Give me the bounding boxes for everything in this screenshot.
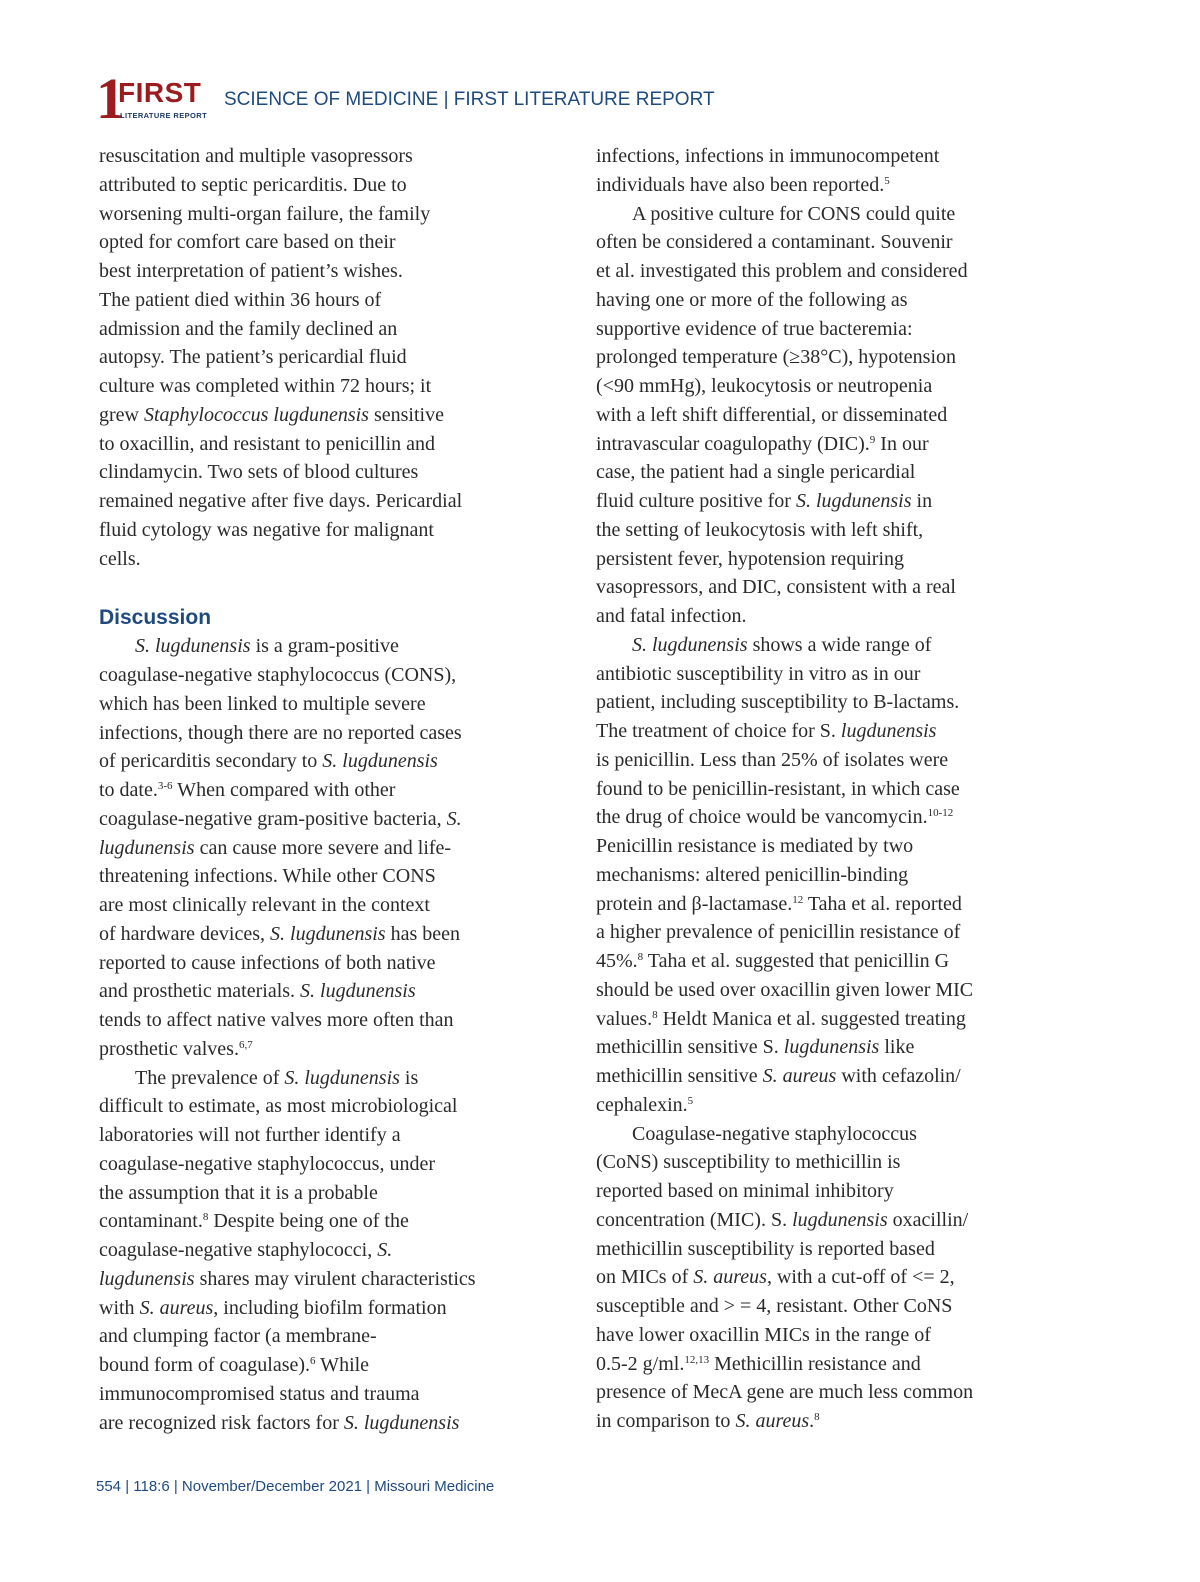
- running-header-title: SCIENCE OF MEDICINE | FIRST LITERATURE REPORT: [224, 89, 715, 110]
- left-column: [99, 142, 544, 1437]
- logo-word: FIRST: [118, 77, 202, 108]
- citation: 6: [310, 1355, 316, 1367]
- logo-subtitle: LITERATURE REPORT: [120, 111, 208, 120]
- logo-number: 1: [96, 66, 125, 131]
- case-paragraph-continued: resuscitation and multiple vasopressors attributed to septic pericarditis. Due to worsening multi-organ failure, the family opted for comfort care based on their best interpretation of patient’s wishes. The patient died within 36 hours of admission and the family declined an autopsy. The patient’s pericardial fluid culture was completed within 72 hours; it grew Staphylococcus lugdunensis sensitive to oxacillin, and resistant to penicillin and clindamycin. Two sets of blood cultures remained negative after five days. Pericardial fluid cytology was negative for malignant cells.: [99, 145, 463, 570]
- citation: 6,7: [238, 1038, 253, 1051]
- citation: 10-12: [927, 807, 954, 820]
- right-column: [596, 142, 1041, 1436]
- citation: 8: [652, 1008, 658, 1021]
- citation: 8: [814, 1411, 820, 1423]
- citation: 12,13: [684, 1353, 710, 1366]
- right-paragraph-2: A positive culture for CONS could quite often be considered a contaminant. Souvenir et al. investigated this problem and considered having one or more of the following as supportive evidence of true bacteremia: prolonged temperature (≥38°C), hypotension (<90 mmHg), leukocytosis or neutropenia with a left shift differential, or disseminated intravascular coagulopathy (DIC).$^9$ In our case, the patient had a single pericardial fluid culture positive for S. lugdunensis in the setting of leukocytosis with left shift, persistent fever, hypotension requiring vasopressors, and DIC, consistent with a real and fatal infection.: [596, 202, 968, 627]
- discussion-paragraph-2: The prevalence of S. lugdunensis is difficult to estimate, as most microbiological laboratories will not further identify a coagulase-negative staphylococcus, under the assumption that it is a probable contaminant.$^8$ Despite being one of the coagulase-negative staphylococci, S. lugdunensis shares may virulent characteristics with S. aureus, including biofilm formation and clumping factor (a membrane- bound form of coagulase).$^6$ While immunocompromised status and trauma are recognized risk factors for S. lugdunensis: [99, 1066, 476, 1434]
- first-literature-report-logo: [96, 66, 208, 131]
- right-paragraph-4: Coagulase-negative staphylococcus (CoNS) susceptibility to methicillin is reported based on minimal inhibitory concentration (MIC). S. lugdunensis oxacillin/ methicillin susceptibility is reported based on MICs of S. aureus, with a cut-off of <= 2, susceptible and > = 4, resistant. Other CoNS have lower oxacillin MICs in the range of 0.5-2 g/ml.$^{12,13}$ Methicillin resistance and presence of MecA gene are much less common in comparison to S. aureus.$^8$: [596, 1122, 974, 1432]
- discussion-paragraph-1: S. lugdunensis is a gram-positive coagulase-negative staphylococcus (CONS), which has been linked to multiple severe infections, though there are no reported cases of pericarditis secondary to S. lugdunensis to date.$^{3-6}$ When compared with other coagulase-negative gram-positive bacteria, S. lugdunensis can cause more severe and life- threatening infections. While other CONS are most clinically relevant in the context of hardware devices, S. lugdunensis has been reported to cause infections of both native and prosthetic materials. S. lugdunensis tends to affect native valves more often than prosthetic valves.$^{6,7}$: [99, 635, 462, 1060]
- citation: 12: [792, 893, 804, 906]
- discussion-heading: Discussion: [99, 606, 212, 630]
- page-footer: 554 | 118:6 | November/December 2021 | Missouri Medicine: [96, 1478, 495, 1495]
- citation: 3-6: [157, 780, 173, 792]
- right-paragraph-3: S. lugdunensis shows a wide range of antibiotic susceptibility in vitro as in our patient, including susceptibility to B-lactams. The treatment of choice for S. lugdunensis is penicillin. Less than 25% of isolates were found to be penicillin-resistant, in which case the drug of choice would be vancomycin.$^{10-12}$ Penicillin resistance is mediated by two mechanisms: altered penicillin-binding protein and β-lactamase.$^{12}$ Taha et al. reported a higher prevalence of penicillin resistance of 45%.$^8$ Taha et al. suggested that penicillin G should be used over oxacillin given lower MIC values.$^8$ Heldt Manica et al. suggested treating methicillin sensitive S. lugdunensis like methicillin sensitive S. aureus with cefazolin/ cephalexin.$^5$: [596, 633, 974, 1116]
- citation: 5: [884, 174, 890, 187]
- citation: 5: [687, 1094, 694, 1107]
- citation: 8: [202, 1211, 209, 1224]
- right-paragraph-1: infections, infections in immunocompetent individuals have also been reported.$^5$: [596, 145, 940, 196]
- page-header: [96, 66, 1096, 131]
- citation: 9: [869, 433, 876, 446]
- citation: 8: [637, 951, 644, 963]
